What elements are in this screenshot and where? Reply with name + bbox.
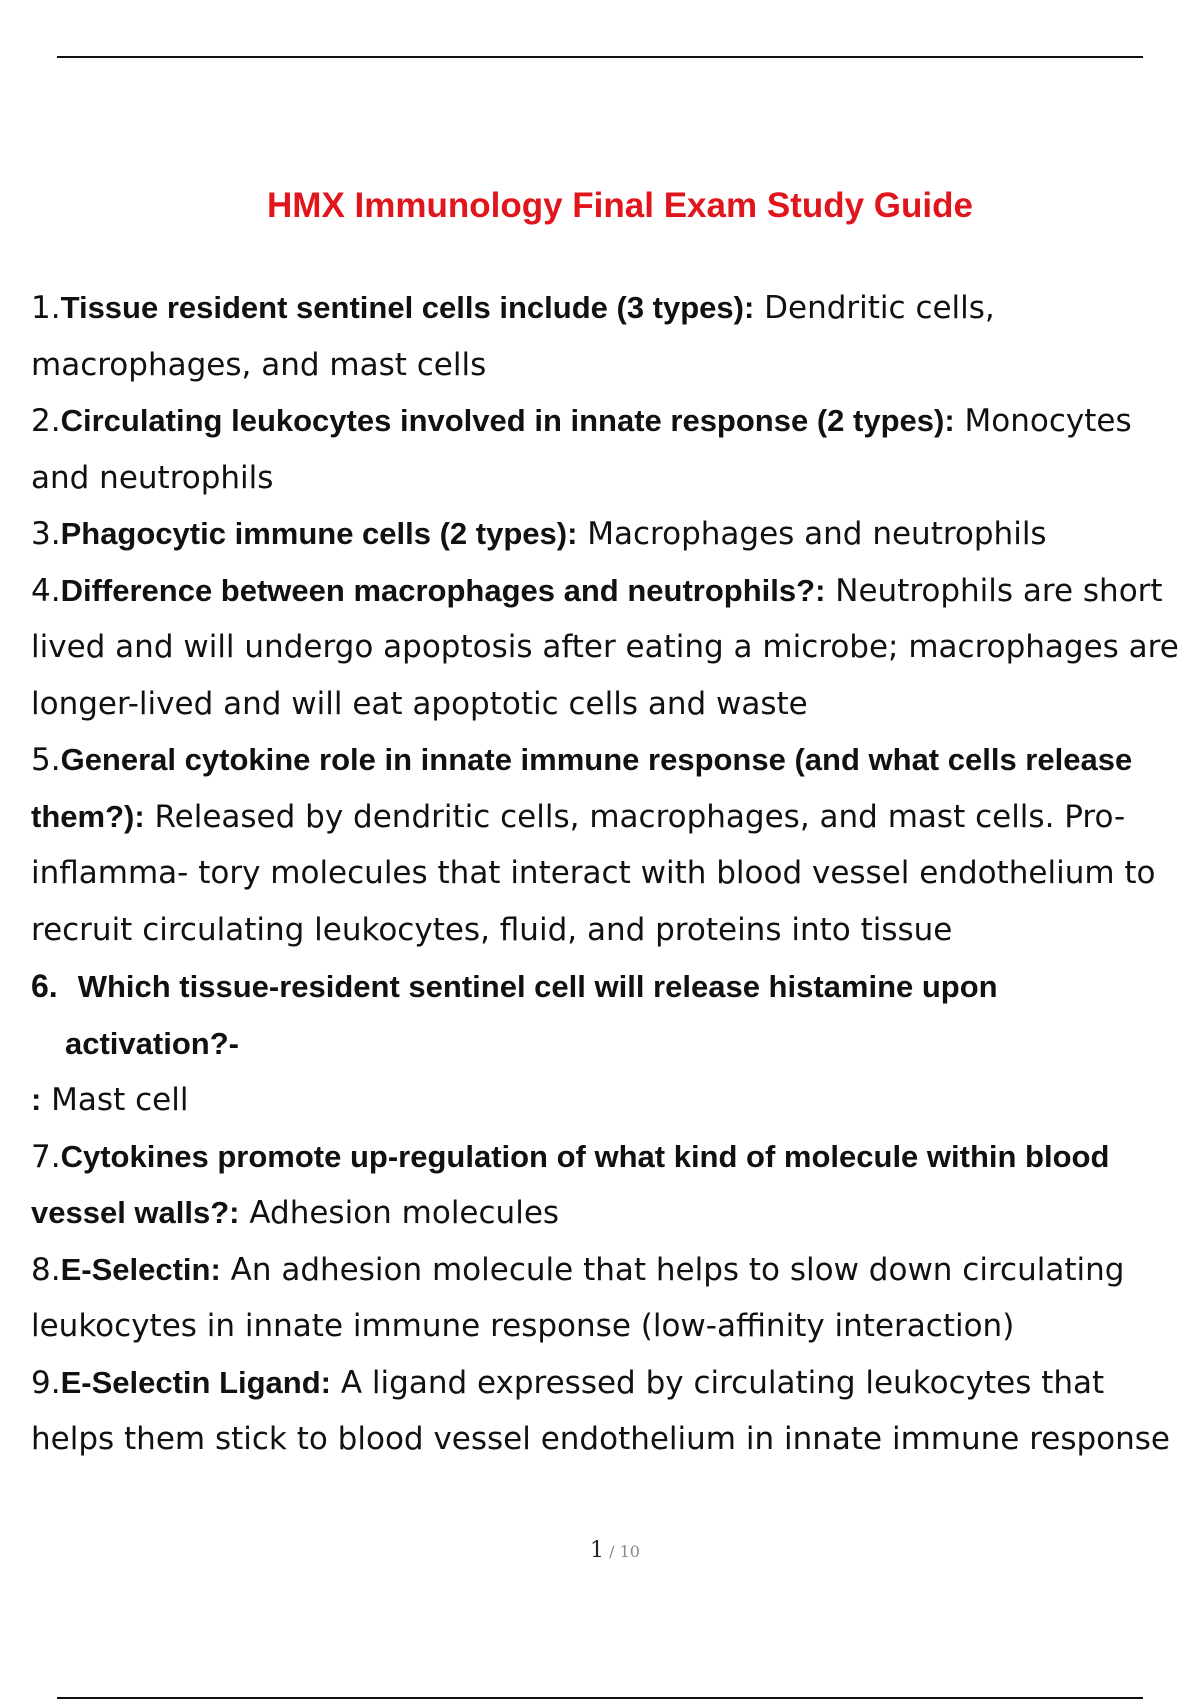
item-question: E-Selectin Ligand: xyxy=(60,1364,331,1400)
total-pages: 10 xyxy=(619,1542,640,1561)
item-question: Difference between macrophages and neutrophils?: xyxy=(60,572,826,608)
list-item xyxy=(31,1355,1181,1468)
item-answer: Dendritic cells, macrophages, and mast cells xyxy=(31,290,995,383)
item-number: 4. xyxy=(31,572,61,609)
answer-prefix: : xyxy=(31,1082,42,1117)
item-question: Phagocytic immune cells (2 types): xyxy=(60,516,578,551)
item-answer: Released by dendritic cells, macrophages, and mast cells. Pro-inflamma- tory molecules that interact with blood vessel endothelium to recruit circulating leukocytes, fluid, and proteins into tissue xyxy=(31,798,1156,948)
current-page: 1 xyxy=(590,1538,604,1563)
item-number: 1. xyxy=(31,290,61,326)
list-item xyxy=(31,506,1181,563)
item-answer: Neutrophils are short lived and will undergo apoptosis after eating a microbe; macrophages are longer-lived and will eat apoptotic cells and waste xyxy=(31,572,1179,722)
study-guide-list xyxy=(31,280,1181,1468)
page-separator: / xyxy=(604,1542,620,1561)
page-title: HMX Immunology Final Exam Study Guide xyxy=(267,186,973,225)
list-item xyxy=(31,1129,1181,1242)
item-number: 5. xyxy=(31,742,61,778)
item-number: 7. xyxy=(31,1138,61,1175)
item-answer-line xyxy=(31,1072,1181,1129)
item-question: Which tissue-resident sentinel cell will release histamine upon xyxy=(77,969,998,1004)
item-number: 2. xyxy=(31,403,61,439)
list-item xyxy=(31,958,1181,1129)
item-question: Tissue resident sentinel cells include (3 types): xyxy=(60,290,755,325)
item-number: 9. xyxy=(31,1364,61,1401)
top-rule xyxy=(57,56,1143,58)
item-question: General cytokine role in innate immune response (and what cells release them?): xyxy=(31,742,1133,834)
item-answer: Adhesion molecules xyxy=(239,1195,560,1231)
item-answer: A ligand expressed by circulating leukocytes that helps them stick to blood vessel endothelium in innate immune response xyxy=(31,1364,1170,1457)
item-number: 3. xyxy=(31,516,61,552)
list-item xyxy=(31,732,1181,958)
item-answer: An adhesion molecule that helps to slow down circulating leukocytes in innate immune response (low-affinity interaction) xyxy=(31,1251,1125,1344)
bottom-rule xyxy=(57,1697,1143,1699)
item-question-continuation: activation?- xyxy=(65,1025,239,1061)
page-indicator xyxy=(590,1538,640,1563)
item-number: 8. xyxy=(31,1251,61,1288)
item-question: Cytokines promote up-regulation of what kind of molecule within blood vessel walls?: xyxy=(31,1138,1110,1230)
item-number: 6. xyxy=(31,968,58,1004)
list-item xyxy=(31,393,1181,506)
item-question: Circulating leukocytes involved in innate response (2 types): xyxy=(60,403,955,438)
list-item xyxy=(31,563,1181,733)
item-answer: Monocytes and neutrophils xyxy=(31,403,1132,496)
item-answer: Mast cell xyxy=(41,1082,189,1118)
list-item xyxy=(31,1242,1181,1355)
item-question-line xyxy=(31,958,1181,1016)
item-answer: Macrophages and neutrophils xyxy=(577,516,1047,552)
item-question: E-Selectin: xyxy=(60,1251,221,1287)
list-item xyxy=(31,280,1181,393)
